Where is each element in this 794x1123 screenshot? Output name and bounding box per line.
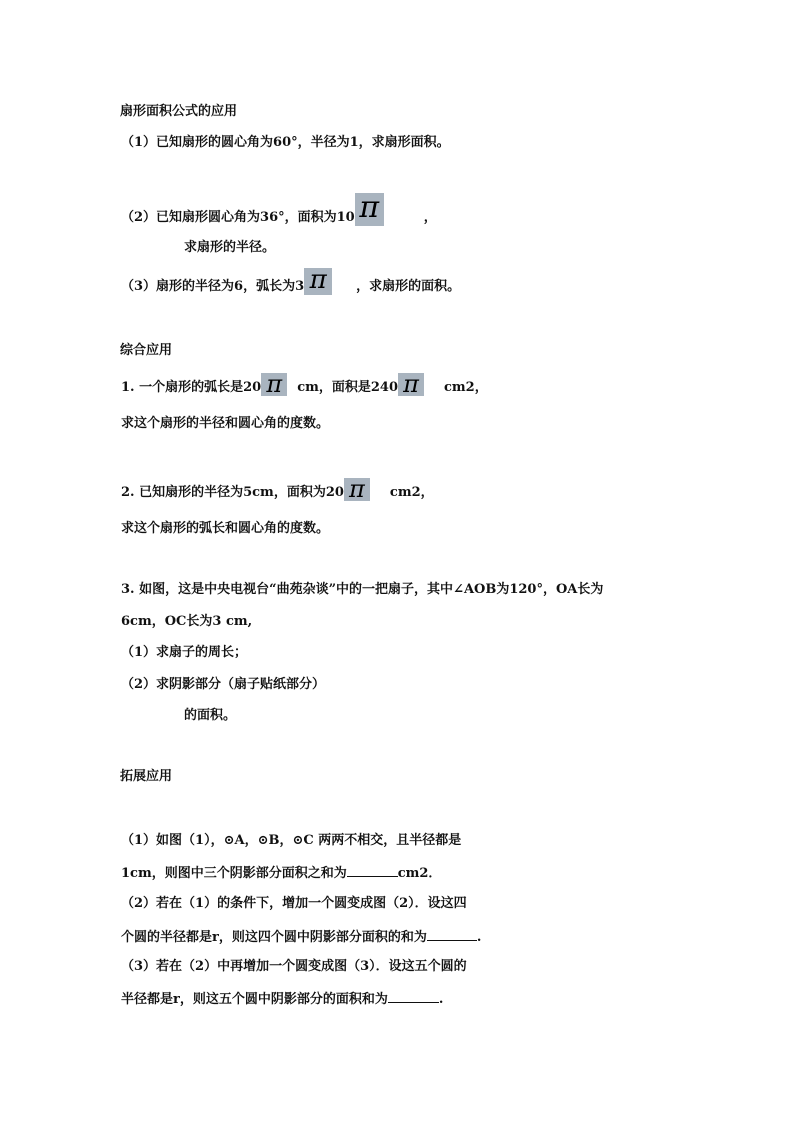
answer-blank-2[interactable] — [427, 928, 477, 941]
problem-3-sub-2: （2）求阴影部分（扇子贴纸部分） — [121, 677, 326, 692]
problem-1-mid: cm，面积是240 — [297, 380, 399, 395]
question-2-comma: ， — [423, 210, 437, 225]
question-1: （1）已知扇形的圆心角为60°，半径为1，求扇形面积。 — [121, 135, 450, 150]
section-title-extension: 拓展应用 — [120, 769, 173, 784]
problem-2-text: 2. 已知扇形的半径为5cm，面积为20 — [121, 485, 344, 500]
question-2 — [121, 190, 437, 227]
problem-1-unit: cm2， — [444, 380, 488, 395]
extension-1-line-2 — [121, 864, 441, 882]
extension-3-line-2 — [121, 990, 443, 1008]
extension-2-line-2 — [121, 928, 481, 946]
problem-3: 3. 如图，这是中央电视台“曲苑杂谈”中的一把扇子，其中∠AOB为120°，OA长为 — [121, 582, 604, 597]
extension-2-period: . — [476, 930, 482, 945]
extension-2-text: 个圆的半径都是r，则这四个圆中阴影部分面积的和为 — [121, 930, 427, 945]
pi-symbol-icon: π — [261, 373, 287, 396]
answer-blank-3[interactable] — [388, 990, 439, 1003]
problem-1 — [121, 370, 488, 398]
section-title-comprehensive: 综合应用 — [120, 343, 173, 358]
pi-symbol-icon: π — [344, 478, 370, 501]
problem-3-sub-1: （1）求扇子的周长； — [121, 645, 248, 660]
extension-3-text: 半径都是r，则这五个圆中阴影部分的面积和为 — [121, 992, 388, 1007]
problem-2-continued: 求这个扇形的弧长和圆心角的度数。 — [121, 521, 330, 536]
answer-blank-1[interactable] — [347, 864, 398, 877]
question-2-continued: 求扇形的半径。 — [184, 240, 276, 255]
pi-symbol-icon: π — [355, 193, 384, 226]
extension-2: （2）若在（1）的条件下，增加一个圆变成图（2）．设这四 — [121, 896, 467, 911]
problem-3-sub-2-continued: 的面积。 — [184, 708, 237, 723]
question-3 — [121, 265, 461, 296]
section-title-sector-area: 扇形面积公式的应用 — [120, 104, 238, 119]
pi-symbol-icon: π — [398, 373, 424, 396]
question-2-text: （2）已知扇形圆心角为36°，面积为10 — [121, 210, 355, 225]
extension-1: （1）如图（1），⊙A，⊙B，⊙C 两两不相交，且半径都是 — [121, 833, 462, 848]
problem-1-continued: 求这个扇形的半径和圆心角的度数。 — [121, 416, 330, 431]
pi-symbol-icon: π — [304, 268, 332, 295]
problem-3-line-2: 6cm，OC长为3 cm, — [121, 614, 253, 629]
question-3-tail: ，求扇形的面积。 — [356, 279, 461, 294]
problem-2-unit: cm2， — [389, 485, 434, 500]
extension-1-text: 1cm，则图中三个阴影部分面积之和为 — [121, 866, 347, 881]
extension-1-unit: cm2． — [397, 866, 442, 881]
question-3-text: （3）扇形的半径为6，弧长为3 — [121, 279, 305, 294]
problem-1-text: 1. 一个扇形的弧长是20 — [121, 380, 262, 395]
extension-3-period: . — [438, 992, 444, 1007]
extension-3: （3）若在（2）中再增加一个圆变成图（3）．设这五个圆的 — [121, 959, 467, 974]
problem-2 — [121, 475, 434, 503]
